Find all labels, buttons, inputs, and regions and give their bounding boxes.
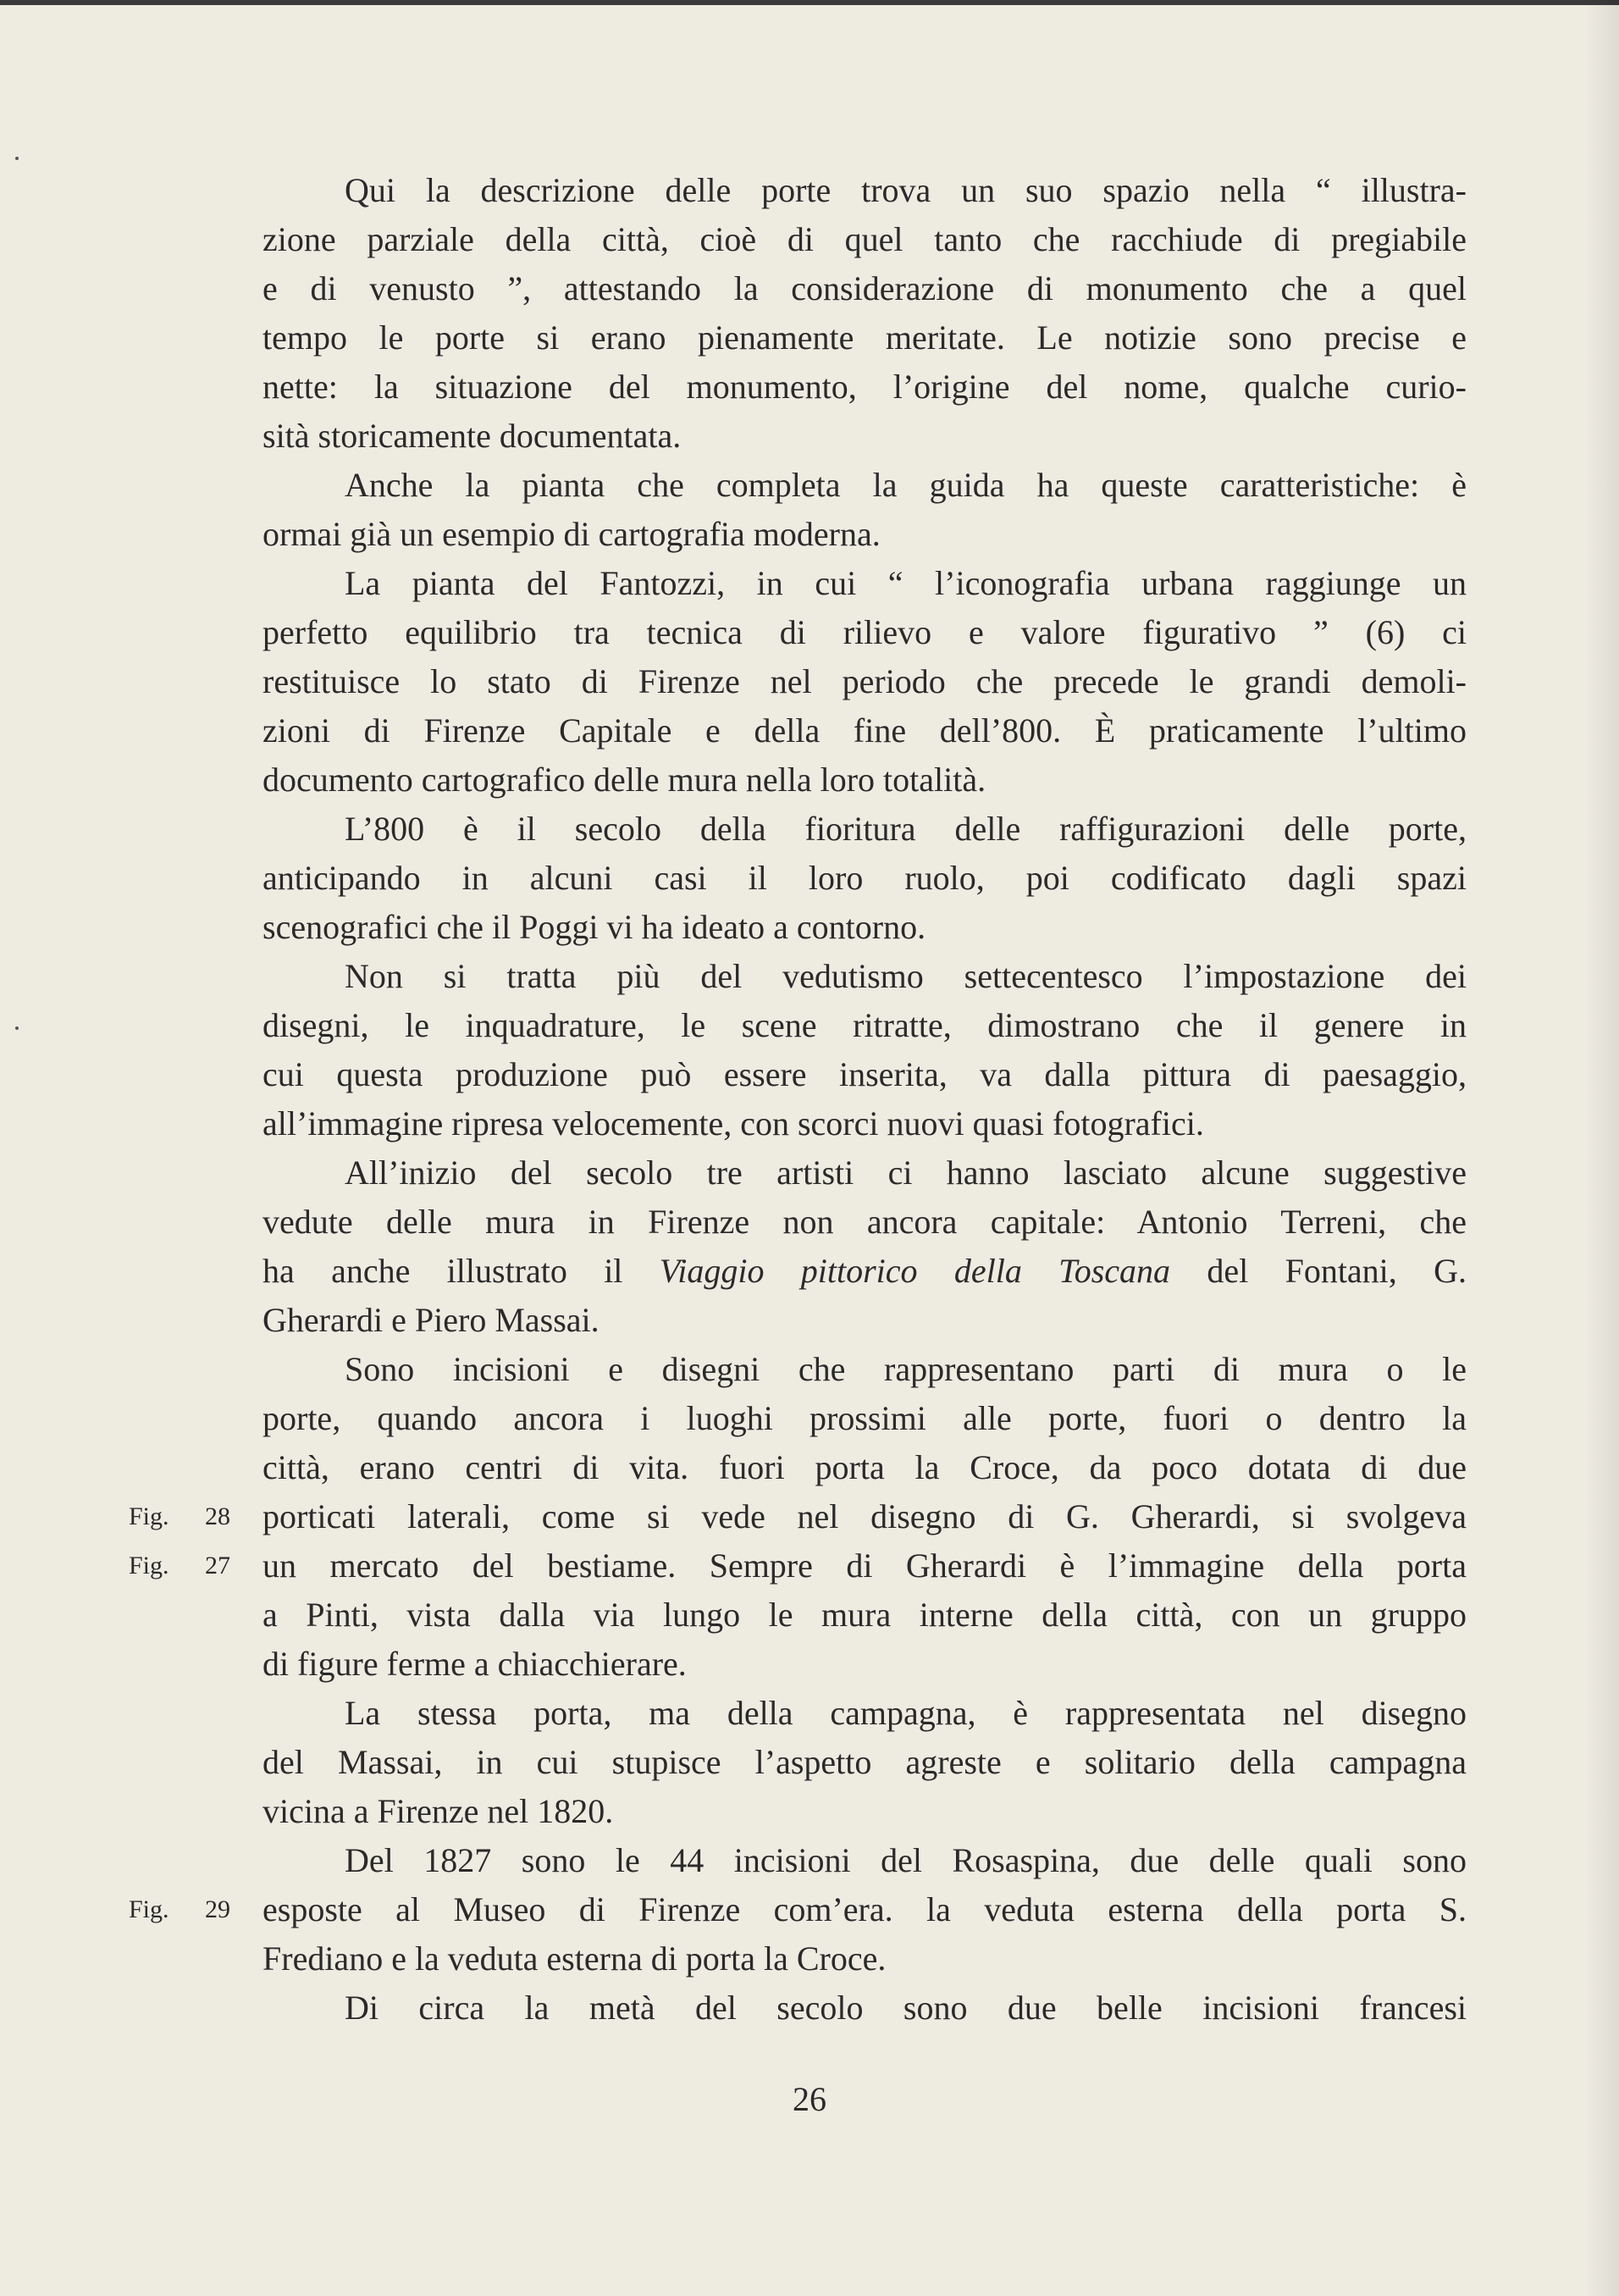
paragraph xyxy=(262,166,1467,461)
text-line: perfetto equilibrio tra tecnica di rilievo e valore figurativo ” (6) ci xyxy=(262,613,1467,651)
text-line: ha anche illustrato il Viaggio pittorico della Toscana del Fontani, G. xyxy=(262,1252,1467,1290)
text-line: porticati laterali, come si vede nel disegno di G. Gherardi, si svolgeva Fig. 28 xyxy=(262,1492,1467,1541)
figure-reference: Fig. 27 xyxy=(129,1552,230,1580)
speck xyxy=(15,1026,19,1030)
text-line: La stessa porta, ma della campagna, è rappresentata nel disegno xyxy=(345,1694,1467,1732)
text-line: a Pinti, vista dalla via lungo le mura interne della città, con un gruppo xyxy=(262,1596,1467,1634)
text-line: Qui la descrizione delle porte trova un suo spazio nella “ illustra- xyxy=(345,171,1467,209)
text-line: del Massai, in cui stupisce l’aspetto agreste e solitario della campagna xyxy=(262,1743,1467,1781)
text-line: La pianta del Fantozzi, in cui “ l’iconografia urbana raggiunge un xyxy=(345,564,1467,602)
paragraph xyxy=(262,1983,1467,2033)
text-line: disegni, le inquadrature, le scene ritratte, dimostrano che il genere in xyxy=(262,1006,1467,1044)
figure-reference: Fig. 28 xyxy=(129,1502,230,1530)
paragraph xyxy=(262,952,1467,1148)
paragraph xyxy=(262,461,1467,559)
paragraph xyxy=(129,1836,1467,1983)
text-line: ormai già un esempio di cartografia moderna. xyxy=(262,515,881,553)
text-line: un mercato del bestiame. Sempre di Gherardi è l’immagine della porta Fig. 27 xyxy=(262,1541,1467,1591)
text-line: All’inizio del secolo tre artisti ci hanno lasciato alcune suggestive xyxy=(345,1154,1467,1192)
scan-top-edge xyxy=(0,0,1619,5)
text-line: all’immagine ripresa velocemente, con scorci nuovi quasi fotografici. xyxy=(262,1104,1204,1142)
text-line: Anche la pianta che completa la guida ha queste caratteristiche: è xyxy=(345,466,1467,504)
paragraph xyxy=(129,1345,1467,1689)
text-line: restituisce lo stato di Firenze nel periodo che precede le grandi demoli- xyxy=(262,662,1467,700)
text-line: esposte al Museo di Firenze com’era. la veduta esterna della porta S. Fig. 29 xyxy=(262,1885,1467,1934)
paragraph xyxy=(262,1148,1467,1345)
text-line: documento cartografico delle mura nella loro totalità. xyxy=(262,761,986,799)
page-gutter-shadow xyxy=(1585,0,1619,2296)
paragraph xyxy=(262,559,1467,805)
text-line: L’800 è il secolo della fioritura delle raffigurazioni delle porte, xyxy=(345,810,1467,848)
text-line: Sono incisioni e disegni che rappresentano parti di mura o le xyxy=(345,1350,1467,1388)
body-text xyxy=(129,166,1467,2033)
text-line: sità storicamente documentata. xyxy=(262,417,682,455)
text-line: nette: la situazione del monumento, l’origine del nome, qualche curio- xyxy=(262,368,1467,406)
text-line: cui questa produzione può essere inserita, va dalla pittura di paesaggio, xyxy=(262,1055,1467,1093)
text-line: porte, quando ancora i luoghi prossimi alle porte, fuori o dentro la xyxy=(262,1399,1467,1437)
paragraph xyxy=(262,1689,1467,1836)
speck xyxy=(15,157,19,160)
text-line: Frediano e la veduta esterna di porta la Croce. xyxy=(262,1939,887,1978)
text-line: zioni di Firenze Capitale e della fine dell’800. È praticamente l’ultimo xyxy=(262,711,1467,750)
text-line: vicina a Firenze nel 1820. xyxy=(262,1792,614,1830)
text-line: città, erano centri di vita. fuori porta la Croce, da poco dotata di due xyxy=(262,1448,1467,1486)
text-line: anticipando in alcuni casi il loro ruolo, poi codificato dagli spazi xyxy=(262,859,1467,897)
paragraph xyxy=(262,805,1467,952)
text-line: e di venusto ”, attestando la considerazione di monumento che a quel xyxy=(262,269,1467,307)
text-line: zione parziale della città, cioè di quel tanto che racchiude di pregiabile xyxy=(262,220,1467,258)
text-line: vedute delle mura in Firenze non ancora capitale: Antonio Terreni, che xyxy=(262,1203,1467,1241)
text-line: scenografici che il Poggi vi ha ideato a contorno. xyxy=(262,908,926,946)
figure-reference: Fig. 29 xyxy=(129,1895,230,1923)
text-line: Di circa la metà del secolo sono due belle incisioni francesi xyxy=(345,1989,1467,2027)
page-number: 26 xyxy=(793,2080,826,2118)
text-line: Del 1827 sono le 44 incisioni del Rosaspina, due delle quali sono xyxy=(345,1841,1467,1879)
text-line: Non si tratta più del vedutismo settecentesco l’impostazione dei xyxy=(345,957,1467,995)
text-line: Gherardi e Piero Massai. xyxy=(262,1301,600,1339)
text-line: tempo le porte si erano pienamente meritate. Le notizie sono precise e xyxy=(262,318,1467,357)
text-line: di figure ferme a chiacchierare. xyxy=(262,1645,687,1683)
